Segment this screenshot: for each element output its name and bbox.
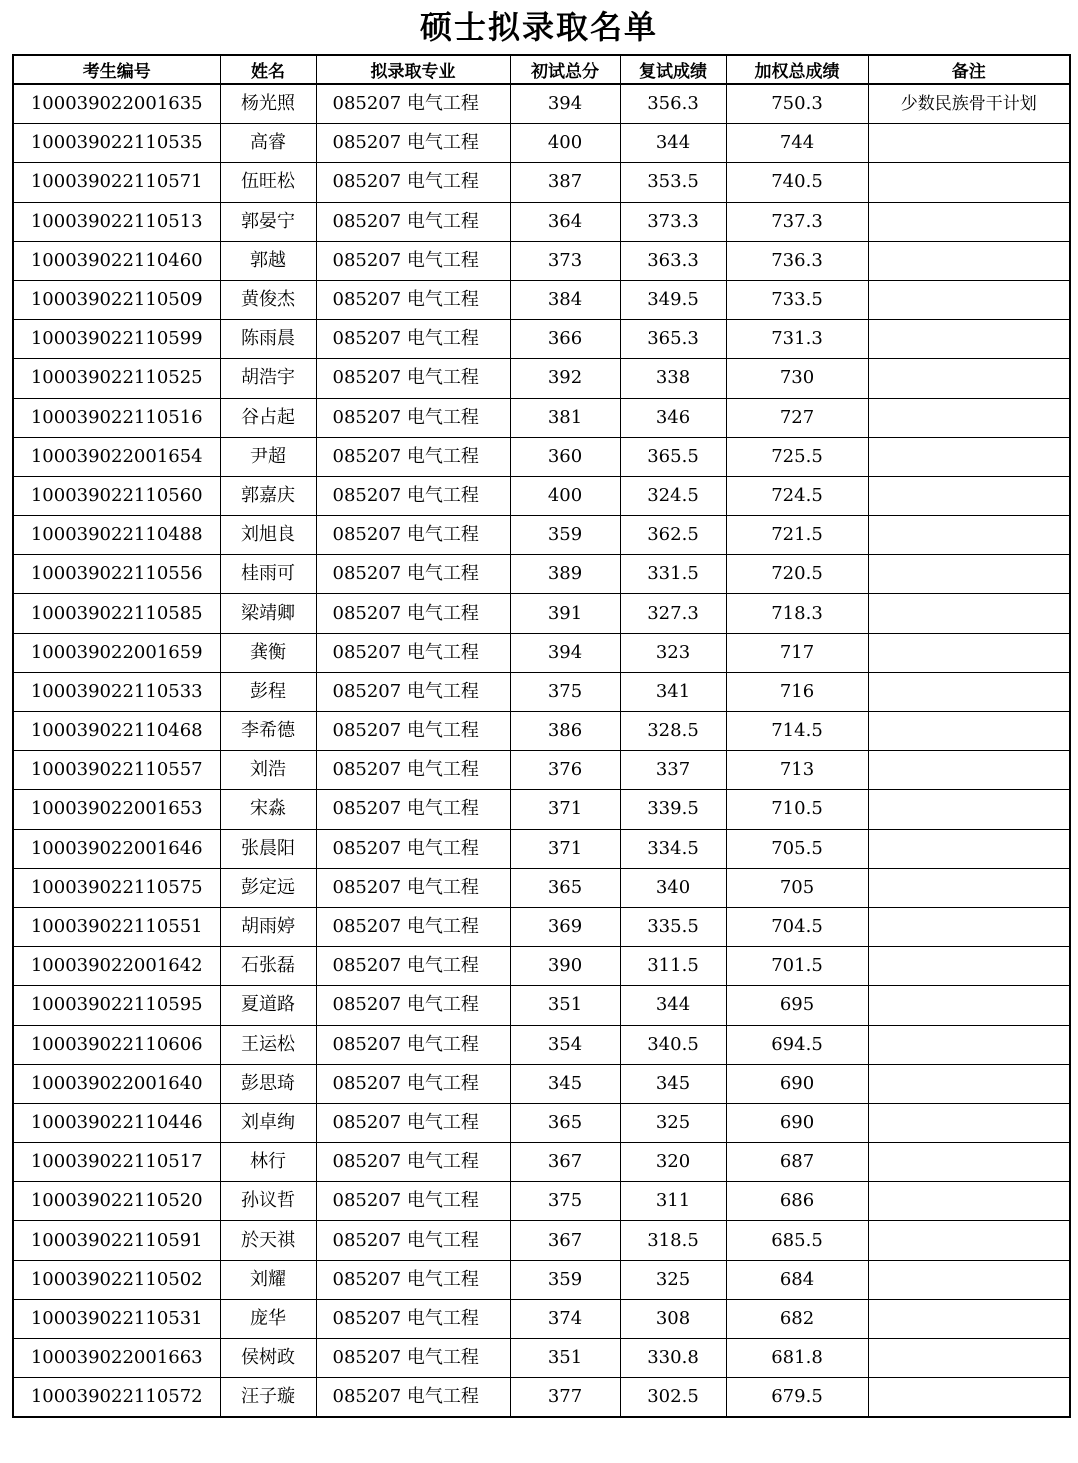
table-row xyxy=(13,712,1070,751)
note-cell xyxy=(868,241,1070,280)
name-cell: 高睿 xyxy=(220,124,316,163)
admission-table xyxy=(12,54,1071,1418)
weighted-score-cell: 679.5 xyxy=(726,1378,868,1418)
name-cell: 刘耀 xyxy=(220,1260,316,1299)
initial-score-cell: 374 xyxy=(510,1299,620,1338)
major-cell: 085207 电气工程 xyxy=(316,1221,510,1260)
weighted-score-cell: 740.5 xyxy=(726,163,868,202)
name-cell: 彭定远 xyxy=(220,868,316,907)
major-cell: 085207 电气工程 xyxy=(316,359,510,398)
major-cell: 085207 电气工程 xyxy=(316,124,510,163)
header-weighted-score: 加权总成绩 xyxy=(726,55,868,84)
name-cell: 彭思琦 xyxy=(220,1064,316,1103)
note-cell xyxy=(868,986,1070,1025)
table-row xyxy=(13,320,1070,359)
initial-score-cell: 375 xyxy=(510,672,620,711)
name-cell: 黄俊杰 xyxy=(220,280,316,319)
weighted-score-cell: 705 xyxy=(726,868,868,907)
initial-score-cell: 354 xyxy=(510,1025,620,1064)
initial-score-cell: 384 xyxy=(510,280,620,319)
retest-score-cell: 308 xyxy=(620,1299,726,1338)
major-cell: 085207 电气工程 xyxy=(316,751,510,790)
candidate-id-cell: 100039022110560 xyxy=(13,476,220,515)
note-cell xyxy=(868,476,1070,515)
weighted-score-cell: 720.5 xyxy=(726,555,868,594)
candidate-id-cell: 100039022110572 xyxy=(13,1378,220,1418)
note-cell xyxy=(868,555,1070,594)
weighted-score-cell: 690 xyxy=(726,1064,868,1103)
name-cell: 胡浩宇 xyxy=(220,359,316,398)
table-row xyxy=(13,751,1070,790)
major-cell: 085207 电气工程 xyxy=(316,1064,510,1103)
name-cell: 伍旺松 xyxy=(220,163,316,202)
table-row xyxy=(13,790,1070,829)
initial-score-cell: 351 xyxy=(510,986,620,1025)
weighted-score-cell: 731.3 xyxy=(726,320,868,359)
initial-score-cell: 351 xyxy=(510,1339,620,1378)
candidate-id-cell: 100039022110509 xyxy=(13,280,220,319)
name-cell: 於天祺 xyxy=(220,1221,316,1260)
candidate-id-cell: 100039022110488 xyxy=(13,516,220,555)
table-row xyxy=(13,359,1070,398)
initial-score-cell: 391 xyxy=(510,594,620,633)
header-retest-score: 复试成绩 xyxy=(620,55,726,84)
major-cell: 085207 电气工程 xyxy=(316,1339,510,1378)
name-cell: 桂雨可 xyxy=(220,555,316,594)
candidate-id-cell: 100039022110535 xyxy=(13,124,220,163)
retest-score-cell: 334.5 xyxy=(620,829,726,868)
weighted-score-cell: 718.3 xyxy=(726,594,868,633)
table-row xyxy=(13,1299,1070,1338)
name-cell: 李希德 xyxy=(220,712,316,751)
candidate-id-cell: 100039022110513 xyxy=(13,202,220,241)
table-row xyxy=(13,594,1070,633)
major-cell: 085207 电气工程 xyxy=(316,555,510,594)
weighted-score-cell: 710.5 xyxy=(726,790,868,829)
table-row xyxy=(13,829,1070,868)
table-row xyxy=(13,124,1070,163)
retest-score-cell: 325 xyxy=(620,1103,726,1142)
retest-score-cell: 335.5 xyxy=(620,907,726,946)
weighted-score-cell: 690 xyxy=(726,1103,868,1142)
note-cell xyxy=(868,1064,1070,1103)
name-cell: 刘卓绚 xyxy=(220,1103,316,1142)
name-cell: 陈雨晨 xyxy=(220,320,316,359)
table-row xyxy=(13,1103,1070,1142)
retest-score-cell: 349.5 xyxy=(620,280,726,319)
candidate-id-cell: 100039022110531 xyxy=(13,1299,220,1338)
note-cell xyxy=(868,1221,1070,1260)
candidate-id-cell: 100039022110599 xyxy=(13,320,220,359)
major-cell: 085207 电气工程 xyxy=(316,986,510,1025)
weighted-score-cell: 695 xyxy=(726,986,868,1025)
weighted-score-cell: 725.5 xyxy=(726,437,868,476)
initial-score-cell: 392 xyxy=(510,359,620,398)
major-cell: 085207 电气工程 xyxy=(316,280,510,319)
initial-score-cell: 371 xyxy=(510,790,620,829)
table-row xyxy=(13,986,1070,1025)
retest-score-cell: 340 xyxy=(620,868,726,907)
note-cell xyxy=(868,280,1070,319)
note-cell xyxy=(868,398,1070,437)
name-cell: 王运松 xyxy=(220,1025,316,1064)
candidate-id-cell: 100039022110556 xyxy=(13,555,220,594)
note-cell: 少数民族骨干计划 xyxy=(868,84,1070,124)
name-cell: 胡雨婷 xyxy=(220,907,316,946)
note-cell xyxy=(868,594,1070,633)
retest-score-cell: 323 xyxy=(620,633,726,672)
name-cell: 侯树政 xyxy=(220,1339,316,1378)
weighted-score-cell: 685.5 xyxy=(726,1221,868,1260)
table-row xyxy=(13,555,1070,594)
candidate-id-cell: 100039022110575 xyxy=(13,868,220,907)
table-body xyxy=(13,84,1070,1417)
candidate-id-cell: 100039022110533 xyxy=(13,672,220,711)
major-cell: 085207 电气工程 xyxy=(316,84,510,124)
candidate-id-cell: 100039022110606 xyxy=(13,1025,220,1064)
candidate-id-cell: 100039022001642 xyxy=(13,947,220,986)
major-cell: 085207 电气工程 xyxy=(316,790,510,829)
initial-score-cell: 400 xyxy=(510,124,620,163)
major-cell: 085207 电气工程 xyxy=(316,476,510,515)
table-row xyxy=(13,398,1070,437)
major-cell: 085207 电气工程 xyxy=(316,202,510,241)
initial-score-cell: 376 xyxy=(510,751,620,790)
candidate-id-cell: 100039022110468 xyxy=(13,712,220,751)
candidate-id-cell: 100039022110591 xyxy=(13,1221,220,1260)
initial-score-cell: 359 xyxy=(510,1260,620,1299)
weighted-score-cell: 724.5 xyxy=(726,476,868,515)
note-cell xyxy=(868,124,1070,163)
initial-score-cell: 381 xyxy=(510,398,620,437)
header-name: 姓名 xyxy=(220,55,316,84)
note-cell xyxy=(868,907,1070,946)
initial-score-cell: 345 xyxy=(510,1064,620,1103)
name-cell: 郭晏宁 xyxy=(220,202,316,241)
major-cell: 085207 电气工程 xyxy=(316,1260,510,1299)
name-cell: 郭嘉庆 xyxy=(220,476,316,515)
table-row xyxy=(13,1182,1070,1221)
retest-score-cell: 365.3 xyxy=(620,320,726,359)
weighted-score-cell: 681.8 xyxy=(726,1339,868,1378)
candidate-id-cell: 100039022110520 xyxy=(13,1182,220,1221)
note-cell xyxy=(868,1260,1070,1299)
table-row xyxy=(13,202,1070,241)
retest-score-cell: 331.5 xyxy=(620,555,726,594)
table-row xyxy=(13,437,1070,476)
retest-score-cell: 341 xyxy=(620,672,726,711)
candidate-id-cell: 100039022001659 xyxy=(13,633,220,672)
candidate-id-cell: 100039022001654 xyxy=(13,437,220,476)
name-cell: 尹超 xyxy=(220,437,316,476)
candidate-id-cell: 100039022001635 xyxy=(13,84,220,124)
candidate-id-cell: 100039022110557 xyxy=(13,751,220,790)
candidate-id-cell: 100039022110551 xyxy=(13,907,220,946)
candidate-id-cell: 100039022110585 xyxy=(13,594,220,633)
note-cell xyxy=(868,1025,1070,1064)
name-cell: 孙议哲 xyxy=(220,1182,316,1221)
weighted-score-cell: 736.3 xyxy=(726,241,868,280)
name-cell: 彭程 xyxy=(220,672,316,711)
candidate-id-cell: 100039022001663 xyxy=(13,1339,220,1378)
header-note: 备注 xyxy=(868,55,1070,84)
major-cell: 085207 电气工程 xyxy=(316,1182,510,1221)
table-row xyxy=(13,1143,1070,1182)
initial-score-cell: 390 xyxy=(510,947,620,986)
table-row xyxy=(13,241,1070,280)
header-initial-score: 初试总分 xyxy=(510,55,620,84)
name-cell: 张晨阳 xyxy=(220,829,316,868)
table-row xyxy=(13,1339,1070,1378)
note-cell xyxy=(868,516,1070,555)
retest-score-cell: 311 xyxy=(620,1182,726,1221)
initial-score-cell: 377 xyxy=(510,1378,620,1418)
note-cell xyxy=(868,202,1070,241)
note-cell xyxy=(868,437,1070,476)
retest-score-cell: 325 xyxy=(620,1260,726,1299)
name-cell: 石张磊 xyxy=(220,947,316,986)
name-cell: 宋淼 xyxy=(220,790,316,829)
initial-score-cell: 394 xyxy=(510,84,620,124)
candidate-id-cell: 100039022110516 xyxy=(13,398,220,437)
table-row xyxy=(13,280,1070,319)
note-cell xyxy=(868,1182,1070,1221)
candidate-id-cell: 100039022110460 xyxy=(13,241,220,280)
initial-score-cell: 365 xyxy=(510,868,620,907)
major-cell: 085207 电气工程 xyxy=(316,594,510,633)
note-cell xyxy=(868,947,1070,986)
note-cell xyxy=(868,163,1070,202)
retest-score-cell: 337 xyxy=(620,751,726,790)
name-cell: 梁靖卿 xyxy=(220,594,316,633)
table-row xyxy=(13,947,1070,986)
major-cell: 085207 电气工程 xyxy=(316,868,510,907)
weighted-score-cell: 694.5 xyxy=(726,1025,868,1064)
note-cell xyxy=(868,1103,1070,1142)
name-cell: 夏道路 xyxy=(220,986,316,1025)
weighted-score-cell: 682 xyxy=(726,1299,868,1338)
retest-score-cell: 362.5 xyxy=(620,516,726,555)
candidate-id-cell: 100039022110595 xyxy=(13,986,220,1025)
retest-score-cell: 373.3 xyxy=(620,202,726,241)
weighted-score-cell: 730 xyxy=(726,359,868,398)
weighted-score-cell: 733.5 xyxy=(726,280,868,319)
retest-score-cell: 328.5 xyxy=(620,712,726,751)
initial-score-cell: 389 xyxy=(510,555,620,594)
weighted-score-cell: 686 xyxy=(726,1182,868,1221)
table-row xyxy=(13,672,1070,711)
major-cell: 085207 电气工程 xyxy=(316,947,510,986)
initial-score-cell: 375 xyxy=(510,1182,620,1221)
weighted-score-cell: 704.5 xyxy=(726,907,868,946)
note-cell xyxy=(868,672,1070,711)
retest-score-cell: 346 xyxy=(620,398,726,437)
weighted-score-cell: 684 xyxy=(726,1260,868,1299)
initial-score-cell: 369 xyxy=(510,907,620,946)
weighted-score-cell: 716 xyxy=(726,672,868,711)
initial-score-cell: 387 xyxy=(510,163,620,202)
table-row xyxy=(13,868,1070,907)
initial-score-cell: 386 xyxy=(510,712,620,751)
candidate-id-cell: 100039022110517 xyxy=(13,1143,220,1182)
table-row xyxy=(13,1260,1070,1299)
table-row xyxy=(13,1221,1070,1260)
retest-score-cell: 338 xyxy=(620,359,726,398)
major-cell: 085207 电气工程 xyxy=(316,398,510,437)
header-major: 拟录取专业 xyxy=(316,55,510,84)
initial-score-cell: 367 xyxy=(510,1143,620,1182)
retest-score-cell: 344 xyxy=(620,986,726,1025)
retest-score-cell: 311.5 xyxy=(620,947,726,986)
major-cell: 085207 电气工程 xyxy=(316,829,510,868)
weighted-score-cell: 737.3 xyxy=(726,202,868,241)
candidate-id-cell: 100039022001646 xyxy=(13,829,220,868)
initial-score-cell: 400 xyxy=(510,476,620,515)
name-cell: 郭越 xyxy=(220,241,316,280)
retest-score-cell: 327.3 xyxy=(620,594,726,633)
name-cell: 庞华 xyxy=(220,1299,316,1338)
weighted-score-cell: 701.5 xyxy=(726,947,868,986)
major-cell: 085207 电气工程 xyxy=(316,633,510,672)
retest-score-cell: 344 xyxy=(620,124,726,163)
note-cell xyxy=(868,790,1070,829)
retest-score-cell: 340.5 xyxy=(620,1025,726,1064)
initial-score-cell: 394 xyxy=(510,633,620,672)
initial-score-cell: 373 xyxy=(510,241,620,280)
retest-score-cell: 324.5 xyxy=(620,476,726,515)
header-candidate-id: 考生编号 xyxy=(13,55,220,84)
major-cell: 085207 电气工程 xyxy=(316,1143,510,1182)
major-cell: 085207 电气工程 xyxy=(316,1025,510,1064)
major-cell: 085207 电气工程 xyxy=(316,1299,510,1338)
table-row xyxy=(13,1064,1070,1103)
candidate-id-cell: 100039022110571 xyxy=(13,163,220,202)
note-cell xyxy=(868,712,1070,751)
retest-score-cell: 353.5 xyxy=(620,163,726,202)
page-title: 硕士拟录取名单 xyxy=(419,8,658,46)
major-cell: 085207 电气工程 xyxy=(316,437,510,476)
retest-score-cell: 356.3 xyxy=(620,84,726,124)
initial-score-cell: 364 xyxy=(510,202,620,241)
major-cell: 085207 电气工程 xyxy=(316,907,510,946)
retest-score-cell: 302.5 xyxy=(620,1378,726,1418)
weighted-score-cell: 727 xyxy=(726,398,868,437)
note-cell xyxy=(868,1378,1070,1418)
note-cell xyxy=(868,751,1070,790)
table-row xyxy=(13,163,1070,202)
name-cell: 林行 xyxy=(220,1143,316,1182)
weighted-score-cell: 750.3 xyxy=(726,84,868,124)
name-cell: 刘旭良 xyxy=(220,516,316,555)
table-row xyxy=(13,633,1070,672)
candidate-id-cell: 100039022110502 xyxy=(13,1260,220,1299)
initial-score-cell: 359 xyxy=(510,516,620,555)
retest-score-cell: 339.5 xyxy=(620,790,726,829)
note-cell xyxy=(868,829,1070,868)
candidate-id-cell: 100039022001640 xyxy=(13,1064,220,1103)
major-cell: 085207 电气工程 xyxy=(316,516,510,555)
candidate-id-cell: 100039022110525 xyxy=(13,359,220,398)
weighted-score-cell: 705.5 xyxy=(726,829,868,868)
major-cell: 085207 电气工程 xyxy=(316,1378,510,1418)
initial-score-cell: 360 xyxy=(510,437,620,476)
candidate-id-cell: 100039022001653 xyxy=(13,790,220,829)
major-cell: 085207 电气工程 xyxy=(316,712,510,751)
table-row xyxy=(13,1025,1070,1064)
table-row xyxy=(13,516,1070,555)
table-row xyxy=(13,476,1070,515)
name-cell: 刘浩 xyxy=(220,751,316,790)
note-cell xyxy=(868,1339,1070,1378)
initial-score-cell: 367 xyxy=(510,1221,620,1260)
initial-score-cell: 365 xyxy=(510,1103,620,1142)
table-row xyxy=(13,907,1070,946)
retest-score-cell: 365.5 xyxy=(620,437,726,476)
weighted-score-cell: 687 xyxy=(726,1143,868,1182)
note-cell xyxy=(868,1299,1070,1338)
major-cell: 085207 电气工程 xyxy=(316,241,510,280)
table-row xyxy=(13,84,1070,124)
name-cell: 汪子璇 xyxy=(220,1378,316,1418)
name-cell: 杨光照 xyxy=(220,84,316,124)
major-cell: 085207 电气工程 xyxy=(316,672,510,711)
note-cell xyxy=(868,320,1070,359)
name-cell: 龚衡 xyxy=(220,633,316,672)
major-cell: 085207 电气工程 xyxy=(316,1103,510,1142)
major-cell: 085207 电气工程 xyxy=(316,163,510,202)
major-cell: 085207 电气工程 xyxy=(316,320,510,359)
retest-score-cell: 320 xyxy=(620,1143,726,1182)
retest-score-cell: 345 xyxy=(620,1064,726,1103)
note-cell xyxy=(868,1143,1070,1182)
weighted-score-cell: 721.5 xyxy=(726,516,868,555)
weighted-score-cell: 744 xyxy=(726,124,868,163)
retest-score-cell: 318.5 xyxy=(620,1221,726,1260)
weighted-score-cell: 717 xyxy=(726,633,868,672)
note-cell xyxy=(868,868,1070,907)
retest-score-cell: 330.8 xyxy=(620,1339,726,1378)
weighted-score-cell: 714.5 xyxy=(726,712,868,751)
candidate-id-cell: 100039022110446 xyxy=(13,1103,220,1142)
name-cell: 谷占起 xyxy=(220,398,316,437)
table-row xyxy=(13,1378,1070,1418)
initial-score-cell: 366 xyxy=(510,320,620,359)
note-cell xyxy=(868,633,1070,672)
header-row xyxy=(13,55,1070,84)
weighted-score-cell: 713 xyxy=(726,751,868,790)
initial-score-cell: 371 xyxy=(510,829,620,868)
note-cell xyxy=(868,359,1070,398)
retest-score-cell: 363.3 xyxy=(620,241,726,280)
